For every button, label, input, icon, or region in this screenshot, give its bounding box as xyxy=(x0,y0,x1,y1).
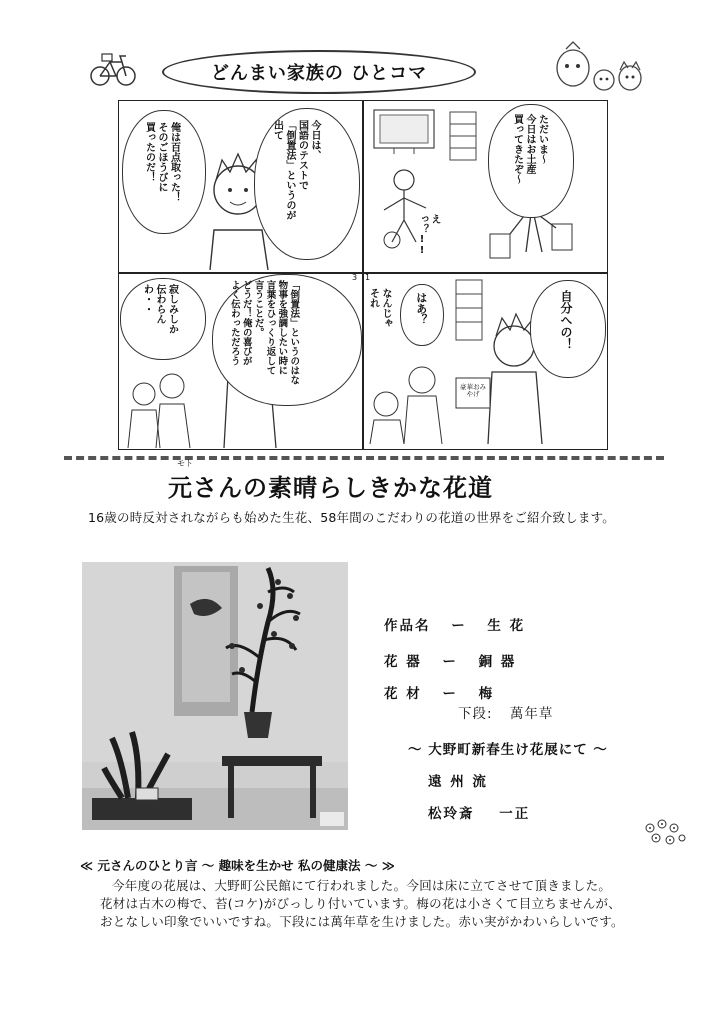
panel1-line: ただいま～ xyxy=(536,114,548,164)
panel3-line: なんじゃ xyxy=(380,288,391,328)
panel4-line: わ・・ xyxy=(141,284,153,314)
panel4-line: どうだ！俺の喜びが xyxy=(240,280,252,366)
section-title: 元さんの素晴らしきかな花道 xyxy=(168,474,493,502)
page-title xyxy=(162,50,476,94)
school-name: 遠 州 流 xyxy=(428,774,488,790)
title-ruby: モト xyxy=(177,459,193,468)
bicycle-icon xyxy=(88,50,138,88)
spec-material-label: 花 材 xyxy=(384,686,422,702)
spec-dash: ー xyxy=(442,654,458,670)
section-intro: 16歳の時反対されながらも始めた生花、58年間のこだわりの花道の世界をご紹介致します。 xyxy=(88,510,615,525)
panel-number-1: 1 xyxy=(365,273,371,282)
panel4-line: 言葉をひっくり返して xyxy=(264,280,276,375)
panel4-line: 伝わらん xyxy=(154,284,165,324)
flower-decoration-icon xyxy=(640,818,690,850)
exhibition-note: ～ 大野町新春生け花展にて ～ xyxy=(408,742,608,758)
artist-row xyxy=(428,802,530,822)
spec-dash: ー xyxy=(451,618,467,634)
panel3-bubble-2-text: はあ？ xyxy=(414,292,428,325)
talk-line-1: 今年度の花展は、大野町公民館にて行われました。今回は床に立てさせて頂きました。 xyxy=(112,878,612,893)
spec-lower-value: 萬年草 xyxy=(509,706,554,722)
panel4-line: 物事を強調したい時に xyxy=(276,280,288,375)
panel2-line: そのごほうびに xyxy=(156,122,167,192)
ikebana-photo-drawing xyxy=(82,562,348,830)
panel3-line: それ xyxy=(367,288,379,308)
panel2-line: 今日は、 xyxy=(309,120,320,160)
panel4-bubble-2-text xyxy=(140,284,178,354)
talk-heading: ≪ 元さんのひとり言 ～ 趣味を生かせ 私の健康法 ～ ≫ xyxy=(80,858,395,873)
spec-material-row xyxy=(384,682,494,702)
panel2-line: 買ったのだ！ xyxy=(143,122,155,182)
artist-given-name: 一正 xyxy=(499,806,531,822)
spec-vessel-value: 銅 器 xyxy=(478,654,517,670)
panel-number-3: 3 xyxy=(352,273,358,282)
spec-vessel-label: 花 器 xyxy=(384,654,422,670)
spec-dash: ー xyxy=(442,686,458,702)
ikebana-photo xyxy=(82,562,348,830)
panel1-line: 今日はお土産 xyxy=(524,114,535,174)
talk-line-3: おとなしい印象でいいですね。下段には萬年草を生けました。赤い実がかわいらしいです。 xyxy=(100,914,624,929)
spec-material-value: 梅 xyxy=(478,686,495,702)
panel2-bubble-2-text xyxy=(142,122,180,226)
manga-divider-horizontal xyxy=(118,272,608,274)
panel2-line: 俺は百点取った！ xyxy=(168,122,180,202)
panel3-bubble-1-text: 自分への！ xyxy=(559,290,573,350)
talk-line-2: 花材は古木の梅で、苔(コケ)がびっしり付いています。梅の花は小さくて目立ちませんが、 xyxy=(100,896,622,911)
spec-lower-label: 下段: xyxy=(458,706,493,722)
page-title-text: どんまい家族の ひとコマ xyxy=(210,63,428,84)
spec-name-label: 作品名 xyxy=(384,618,431,634)
spec-name-row xyxy=(384,614,525,634)
panel1-bubble-1-text xyxy=(510,114,548,210)
gift-box-label: 豪華おみやげ xyxy=(460,383,486,399)
panel4-line: よく伝わっただろう xyxy=(228,280,240,366)
panel1-line: 買ってきたぞ～ xyxy=(511,114,523,184)
panel4-line: 「倒置法」というのはな xyxy=(288,280,300,385)
mascot-characters xyxy=(548,40,648,100)
panel4-line: 言うことだ。 xyxy=(252,280,264,337)
panel2-line: 「倒置法」というのが xyxy=(284,120,295,220)
panel2-bubble-1-text xyxy=(270,120,320,250)
dashed-separator xyxy=(64,456,664,460)
panel2-line: 出て xyxy=(271,120,283,140)
panel3-bubble-3-text xyxy=(366,288,391,378)
panel1-reaction: えっ？!! xyxy=(416,214,440,256)
panel4-line: 寂しみしか xyxy=(166,284,178,334)
spec-lower-row xyxy=(458,702,553,722)
panel2-line: 国語のテストで xyxy=(296,120,308,190)
spec-vessel-row xyxy=(384,650,516,670)
artist-name: 松玲斎 xyxy=(428,806,475,822)
panel4-bubble-1-text xyxy=(228,280,299,398)
spec-name-value: 生 花 xyxy=(487,618,526,634)
